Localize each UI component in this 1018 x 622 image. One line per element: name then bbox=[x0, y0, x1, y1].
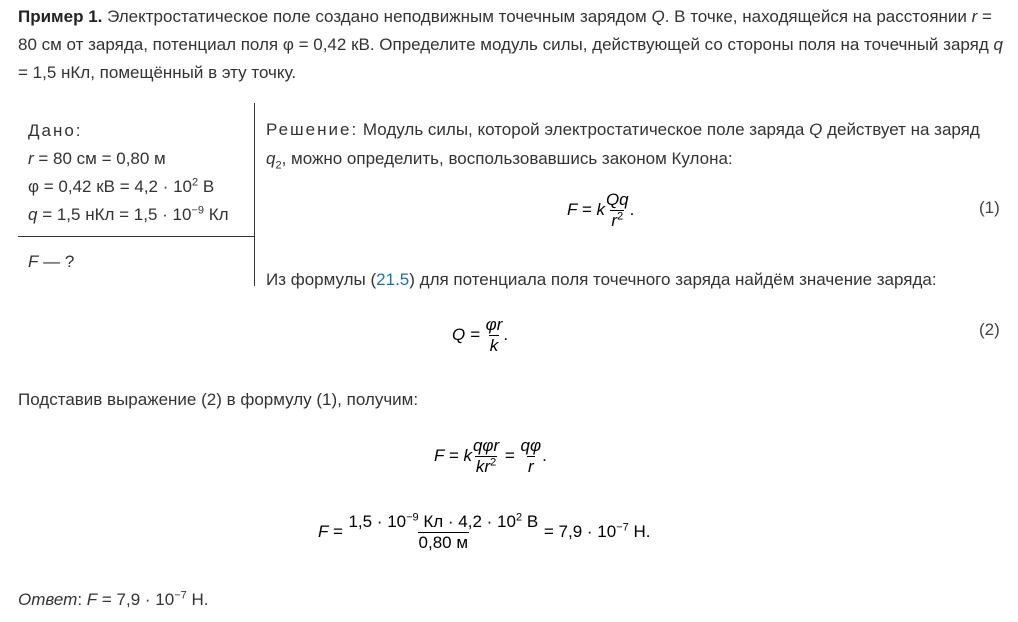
var-Q: Q bbox=[809, 120, 823, 139]
eq-end: . bbox=[542, 445, 547, 465]
vertical-divider bbox=[254, 103, 255, 286]
exponent: 2 bbox=[192, 176, 199, 189]
num-text: 1,5 · 10 bbox=[348, 512, 407, 531]
exponent: −7 bbox=[616, 521, 629, 534]
equals: = bbox=[500, 445, 520, 465]
solution-text: , можно определить, воспользовавшись законом Кулона: bbox=[281, 149, 733, 168]
var-r: r bbox=[28, 149, 34, 168]
given-line-3 bbox=[28, 201, 253, 229]
find-line bbox=[28, 248, 74, 276]
subscript: 2 bbox=[275, 159, 282, 172]
rhs-text: = 7,9 · 10 bbox=[539, 521, 617, 541]
solution-text: ) для потенциала поля точечного заряда найдём значение заряда: bbox=[409, 270, 937, 289]
given-text: Кл bbox=[203, 205, 229, 224]
equation-3 bbox=[434, 436, 547, 477]
fraction-1 bbox=[472, 436, 500, 477]
answer-label: Ответ bbox=[18, 590, 78, 609]
eq-lhs: F = k bbox=[434, 445, 472, 465]
answer-line bbox=[18, 586, 208, 614]
solution-text: Из формулы ( bbox=[266, 270, 377, 289]
solution-text-2 bbox=[266, 266, 937, 294]
answer-text: Н. bbox=[186, 590, 209, 609]
exponent: −9 bbox=[191, 204, 204, 217]
den-text: kr bbox=[475, 457, 491, 476]
substitute-text: Подставив выражение (2) в формулу (1), получим: bbox=[18, 390, 419, 409]
numerator: qφr bbox=[472, 436, 500, 455]
given-title: Дано: bbox=[28, 121, 83, 140]
denominator: 0,80 м bbox=[418, 533, 469, 552]
given-block bbox=[28, 117, 253, 229]
num-text: В bbox=[522, 512, 539, 531]
denominator: r bbox=[527, 457, 534, 476]
eq-end: . bbox=[503, 324, 509, 344]
given-line-1 bbox=[28, 145, 253, 173]
fraction-2 bbox=[520, 436, 543, 477]
formula-link[interactable]: 21.5 bbox=[376, 270, 410, 289]
problem-text: . В точке, находящейся на расстоянии bbox=[664, 7, 972, 26]
eq-lhs: F = k bbox=[567, 199, 605, 219]
numerator: Qq bbox=[605, 190, 629, 209]
equation-1 bbox=[567, 190, 634, 231]
exponent: 2 bbox=[490, 456, 497, 469]
denominator bbox=[475, 456, 497, 477]
answer-text: = 7,9 · 10 bbox=[97, 590, 175, 609]
denominator bbox=[610, 210, 624, 231]
eq-lhs: F = bbox=[318, 521, 348, 541]
eq-end: . bbox=[629, 199, 635, 219]
given-text: φ = 0,42 кВ = 4,2 · 10 bbox=[28, 177, 193, 196]
var-Q: Q bbox=[651, 7, 665, 26]
answer-text: : bbox=[77, 590, 87, 609]
eq-lhs: Q = bbox=[452, 324, 485, 344]
exponent: −9 bbox=[406, 511, 419, 524]
exponent: 2 bbox=[515, 511, 523, 524]
rhs-text: Н. bbox=[628, 521, 651, 541]
var-r: r bbox=[611, 211, 618, 230]
var-q: q bbox=[993, 35, 1003, 54]
given-text: В bbox=[198, 177, 215, 196]
exponent: 2 bbox=[617, 210, 624, 223]
equation-number-2: (2) bbox=[979, 320, 1000, 339]
problem-label: Пример 1. bbox=[18, 7, 103, 26]
exponent: −7 bbox=[174, 589, 187, 602]
given-divider bbox=[18, 236, 255, 237]
solution-text: действует на заряд bbox=[822, 120, 980, 139]
solution-intro bbox=[266, 115, 1001, 173]
denominator: k bbox=[489, 336, 499, 355]
var-q: q bbox=[28, 205, 38, 224]
given-text: = 80 см = 0,80 м bbox=[33, 149, 166, 168]
fraction bbox=[605, 190, 630, 231]
solution-title: Решение: bbox=[266, 120, 359, 139]
numerator: qφ bbox=[520, 436, 542, 455]
fraction bbox=[485, 315, 504, 356]
solution-text: Модуль силы, которой электростатическое поле заряда bbox=[358, 120, 810, 139]
problem-statement bbox=[18, 3, 1003, 87]
var-q: q bbox=[266, 149, 276, 168]
equation-2 bbox=[452, 315, 508, 356]
var-F: F bbox=[86, 590, 98, 609]
var-r: r bbox=[971, 7, 978, 26]
problem-text: = 1,5 нКл, помещённый в эту точку. bbox=[18, 63, 297, 82]
equation-4 bbox=[318, 512, 650, 553]
numerator bbox=[347, 512, 539, 532]
fraction bbox=[347, 512, 539, 553]
problem-text: = 80 см от заряда, потенциал поля φ = 0,42 кВ. Определите модуль силы, действующей со стороны поля на точечный заряд bbox=[18, 7, 994, 54]
equation-number-1: (1) bbox=[979, 198, 1000, 217]
given-text: = 1,5 нКл = 1,5 · 10 bbox=[37, 205, 192, 224]
given-line-2 bbox=[28, 173, 253, 201]
var-F: F bbox=[28, 252, 39, 271]
find-text: — ? bbox=[38, 252, 75, 271]
num-text: Кл · 4,2 · 10 bbox=[418, 512, 516, 531]
problem-text: Электростатическое поле создано неподвижным точечным зарядом bbox=[102, 7, 652, 26]
numerator: φr bbox=[485, 315, 503, 334]
